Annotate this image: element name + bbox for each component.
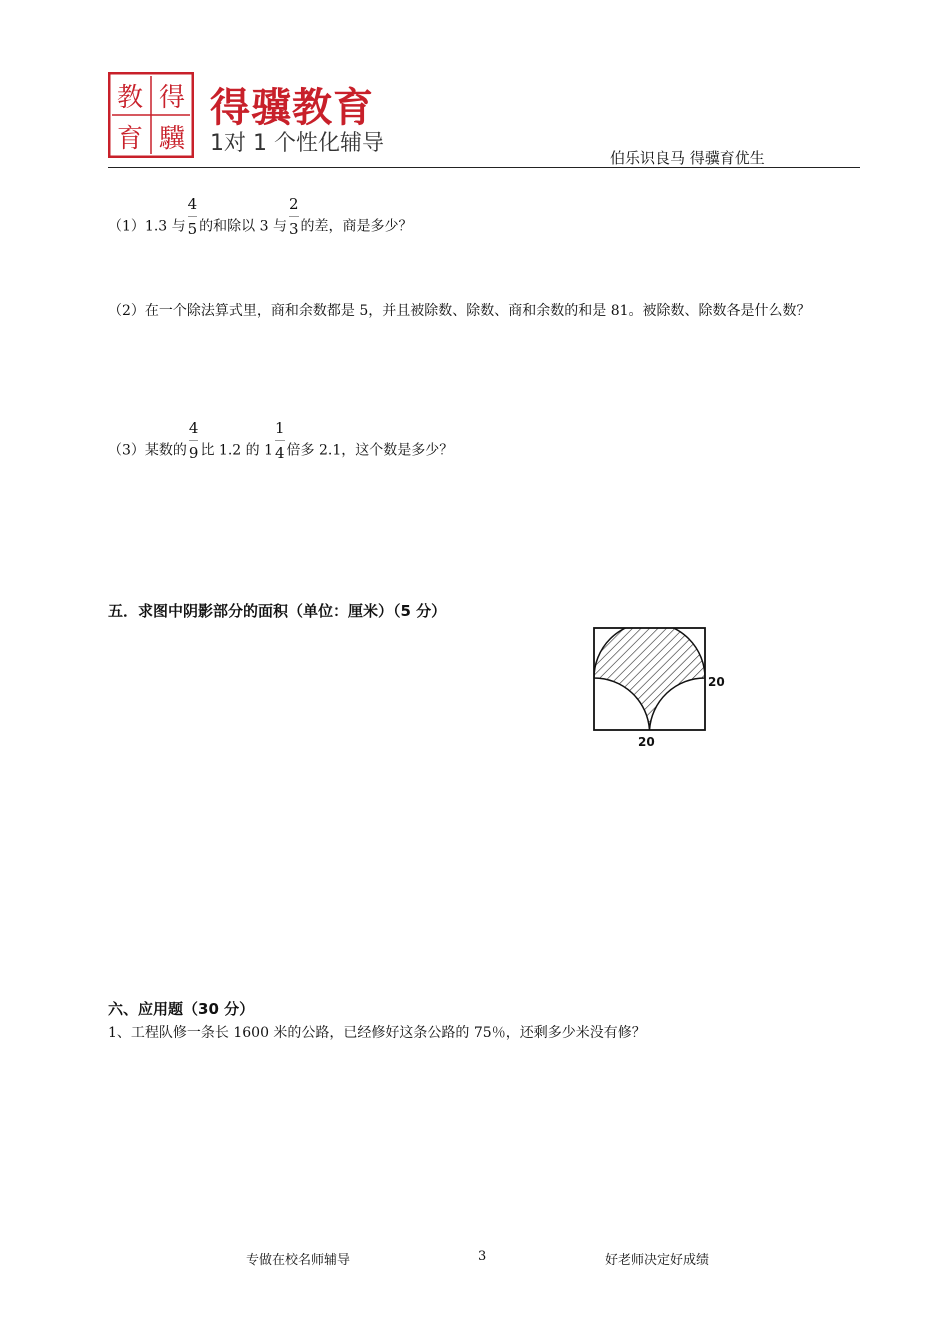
logo-seal <box>108 72 194 158</box>
section-6-question-1: 1、工程队修一条长 1600 米的公路，已经修好这条公路的 75％，还剩多少米没有修？ <box>108 1025 646 1041</box>
q1-prefix: （1）1.3 与 <box>108 218 186 235</box>
question-3 <box>108 419 454 473</box>
footer-right: 好老师决定好成绩 <box>605 1253 710 1268</box>
seal-char-2: 得 <box>158 83 186 113</box>
q3-prefix: （3）某数的 <box>108 442 187 459</box>
q3-suffix: 倍多 2.1，这个数是多少？ <box>286 442 454 459</box>
seal-char-4: 驥 <box>158 124 186 154</box>
q1-frac2-denominator: 3 <box>288 220 299 238</box>
q1-middle: 的和除以 3 与 <box>199 218 287 235</box>
section-5-title: 五．求图中阴影部分的面积（单位：厘米）（5 分） <box>108 602 447 620</box>
q1-suffix: 的差，商是多少？ <box>300 218 413 235</box>
seal-char-3: 育 <box>116 124 144 154</box>
shaded-area-figure <box>592 626 732 752</box>
question-1 <box>108 195 413 249</box>
q1-fraction-2 <box>289 194 299 239</box>
shaded-region <box>594 626 705 730</box>
side-length-label: 20 <box>708 675 725 689</box>
section-6-title: 六、应用题（30 分） <box>108 1000 255 1018</box>
q3-frac2-numerator: 1 <box>275 418 285 441</box>
q1-fraction-1 <box>188 194 198 239</box>
header-slogan: 伯乐识良马 得骥育优生 <box>610 149 765 167</box>
footer-left: 专做在校名师辅导 <box>246 1253 351 1268</box>
q3-frac2-denominator: 4 <box>275 444 285 462</box>
q1-frac2-numerator: 2 <box>289 194 299 217</box>
seal-char-1: 教 <box>116 83 144 113</box>
brand-subtitle: 1对 1 个性化辅导 <box>210 131 384 156</box>
brand-title: 得骥教育 <box>210 85 374 131</box>
header-divider <box>108 167 860 168</box>
page-number: 3 <box>478 1249 487 1264</box>
bottom-length-label: 20 <box>638 735 655 749</box>
q3-frac1-numerator: 4 <box>189 418 199 441</box>
q3-fraction-1 <box>189 418 199 463</box>
question-2: （2）在一个除法算式里，商和余数都是 5，并且被除数、除数、商和余数的和是 81。被除数、除数各是什么数？ <box>108 303 811 319</box>
q3-frac1-denominator: 9 <box>188 444 199 462</box>
q3-fraction-2 <box>275 418 285 463</box>
q1-frac1-numerator: 4 <box>188 194 198 217</box>
q3-middle: 比 1.2 的 1 <box>200 442 273 459</box>
q1-frac1-denominator: 5 <box>187 220 198 238</box>
